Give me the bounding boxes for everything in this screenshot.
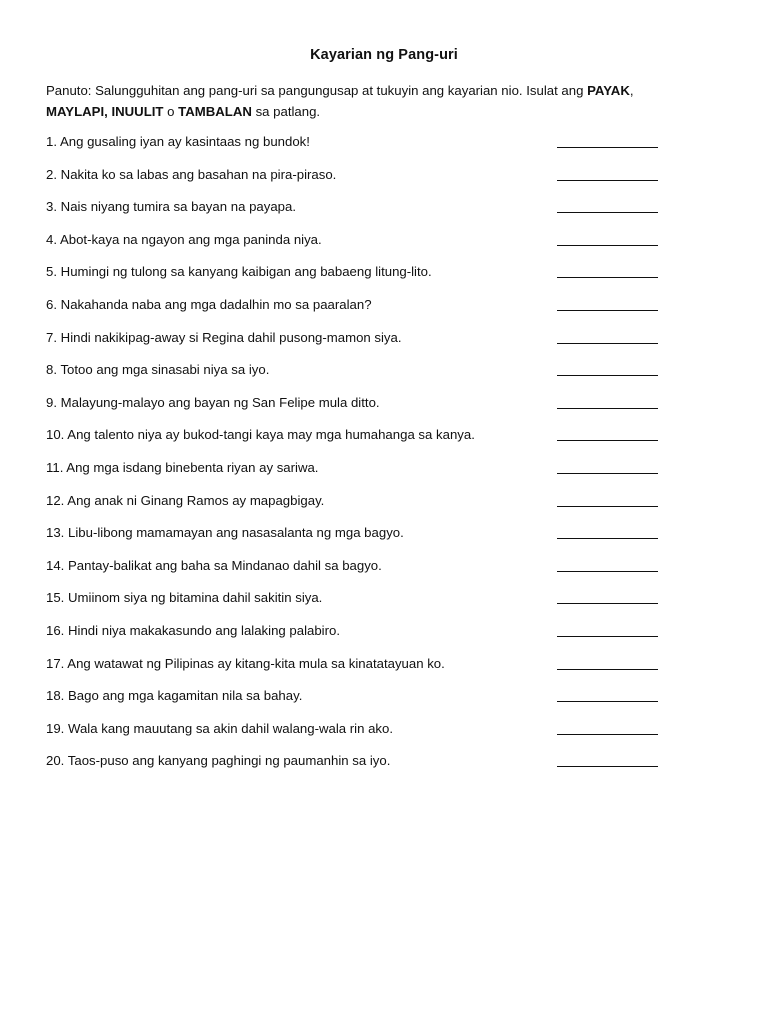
question-item (46, 459, 666, 492)
question-number: 1. (46, 134, 57, 149)
question-number: 17. (46, 655, 65, 671)
question-text: Ang anak ni Ginang Ramos ay mapagbigay. (67, 492, 325, 508)
question-item (46, 361, 666, 394)
question-number: 20. (46, 753, 65, 769)
question-text: Abot-kaya na ngayon ang mga paninda niya. (59, 231, 322, 247)
question-text: Ang watawat ng Pilipinas ay kitang-kita mula sa kinatatayuan ko. (67, 655, 445, 671)
question-text: Ang gusaling iyan ay kasintaas ng bundok! (59, 134, 310, 149)
answer-blank[interactable] (557, 147, 658, 148)
question-number: 9. (46, 394, 57, 410)
question-list (46, 133, 666, 785)
answer-blank[interactable] (557, 701, 658, 702)
answer-blank[interactable] (557, 506, 658, 507)
question-number: 5. (46, 264, 57, 280)
answer-blank[interactable] (557, 538, 658, 539)
question-text: Libu-libong mamamayan ang nasasalanta ng mga bagyo. (68, 525, 404, 541)
question-number: 11. (46, 459, 64, 475)
option-payak: PAYAK (587, 83, 630, 98)
question-item (46, 394, 666, 427)
question-item (46, 524, 666, 557)
answer-blank[interactable] (557, 440, 658, 441)
question-item (46, 296, 666, 329)
answer-blank[interactable] (557, 212, 658, 213)
answer-blank[interactable] (557, 669, 658, 670)
question-text: Nakahanda naba ang mga dadalhin mo sa paaralan? (60, 296, 372, 312)
question-item (46, 198, 666, 231)
question-item (46, 329, 666, 362)
question-text: Humingi ng tulong sa kanyang kaibigan ang babaeng litung-lito. (60, 264, 432, 280)
question-number: 14. (46, 557, 65, 573)
question-number: 13. (46, 525, 65, 541)
instructions-separator: , (629, 83, 634, 98)
question-text: Bago ang mga kagamitan nila sa bahay. (68, 688, 303, 704)
option-tambalan: TAMBALAN (178, 104, 252, 119)
answer-blank[interactable] (557, 277, 658, 278)
answer-blank[interactable] (557, 734, 658, 735)
question-number: 4. (46, 231, 57, 247)
question-item (46, 720, 666, 753)
question-number: 8. (46, 362, 57, 378)
answer-blank[interactable] (557, 571, 658, 572)
answer-blank[interactable] (557, 245, 658, 246)
question-number: 3. (46, 199, 57, 215)
answer-blank[interactable] (557, 766, 658, 767)
question-item (46, 687, 666, 720)
question-text: Hindi nakikipag-away si Regina dahil pusong-mamon siya. (60, 329, 402, 345)
answer-blank[interactable] (557, 310, 658, 311)
question-item (46, 166, 666, 199)
instructions-text: sa patlang. (251, 104, 321, 119)
question-text: Pantay-balikat ang baha sa Mindanao dahil sa bagyo. (68, 557, 382, 573)
question-item (46, 589, 666, 622)
answer-blank[interactable] (557, 408, 658, 409)
question-text: Ang talento niya ay bukod-tangi kaya may mga humahanga sa kanya. (67, 427, 475, 443)
question-text: Umiinom siya ng bitamina dahil sakitin siya. (68, 590, 323, 606)
question-number: 19. (46, 720, 65, 736)
question-number: 18. (46, 688, 65, 704)
worksheet-title: Kayarian ng Pang-uri (310, 47, 458, 63)
question-text: Nakita ko sa labas ang basahan na pira-piraso. (60, 166, 337, 182)
question-item (46, 752, 666, 785)
question-number: 15. (46, 590, 65, 606)
question-number: 16. (46, 622, 65, 638)
answer-blank[interactable] (557, 343, 658, 344)
answer-blank[interactable] (557, 473, 658, 474)
instructions (46, 80, 686, 122)
question-text: Nais niyang tumira sa bayan na payapa. (60, 199, 296, 215)
question-item (46, 492, 666, 525)
question-number: 6. (46, 296, 57, 312)
question-number: 2. (46, 166, 57, 182)
question-number: 12. (46, 492, 65, 508)
question-text: Ang mga isdang binebenta riyan ay sariwa. (66, 459, 319, 475)
question-number: 10. (46, 427, 65, 443)
question-text: Wala kang mauutang sa akin dahil walang-wala rin ako. (68, 720, 394, 736)
option-maylapi-inuulit: MAYLAPI, INUULIT (46, 104, 164, 119)
question-text: Hindi niya makakasundo ang lalaking palabiro. (68, 622, 340, 638)
answer-blank[interactable] (557, 636, 658, 637)
answer-blank[interactable] (557, 375, 658, 376)
question-text: Malayung-malayo ang bayan ng San Felipe mula ditto. (60, 394, 380, 410)
question-item (46, 557, 666, 590)
answer-blank[interactable] (557, 603, 658, 604)
instructions-text: Panuto: Salungguhitan ang pang-uri sa pangungusap at tukuyin ang kayarian nio. Isulat ang (46, 83, 588, 98)
instructions-separator: o (163, 104, 179, 119)
question-text: Totoo ang mga sinasabi niya sa iyo. (60, 362, 270, 378)
question-item (46, 622, 666, 655)
question-text: Taos-puso ang kanyang paghingi ng paumanhin sa iyo. (67, 753, 391, 769)
answer-blank[interactable] (557, 180, 658, 181)
question-item (46, 133, 666, 166)
question-number: 7. (46, 329, 57, 345)
question-item (46, 655, 666, 688)
question-item (46, 426, 666, 459)
question-item (46, 263, 666, 296)
question-item (46, 231, 666, 264)
